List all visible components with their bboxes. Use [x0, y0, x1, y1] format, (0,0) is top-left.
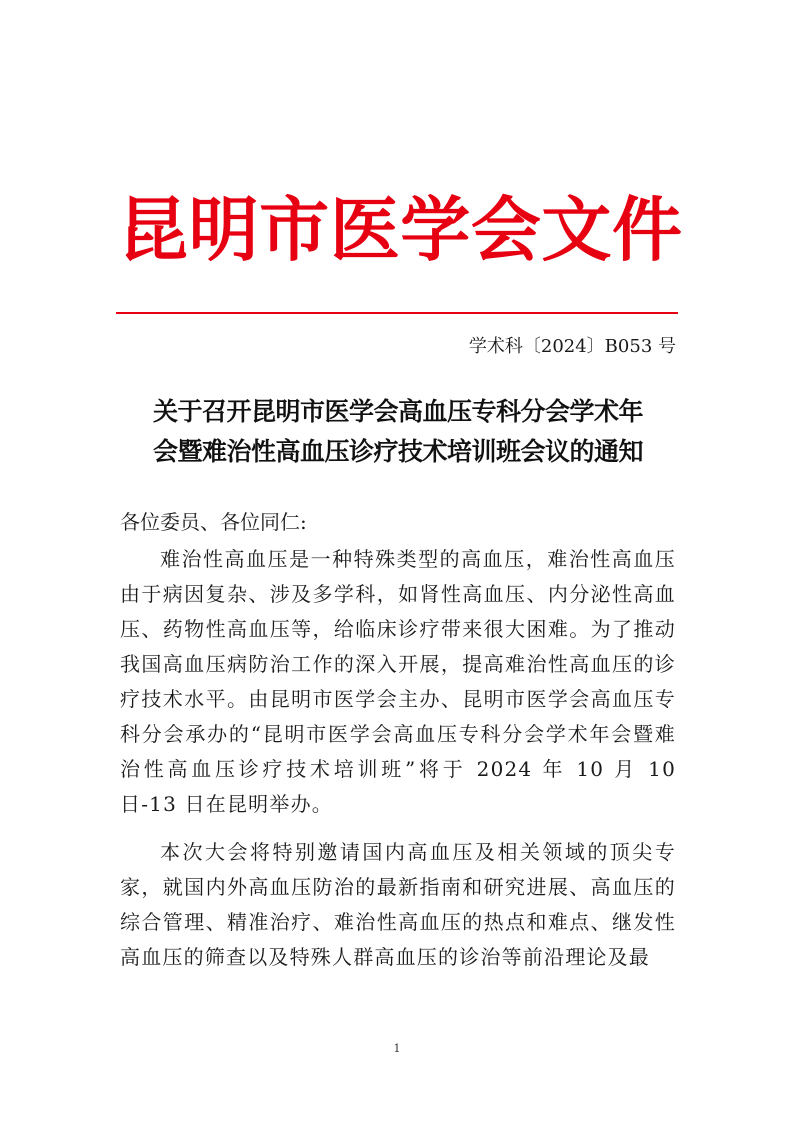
header-char: 医	[329, 189, 400, 271]
document-body	[120, 505, 676, 975]
header-char: 昆	[118, 189, 188, 271]
header-char: 会	[470, 189, 541, 271]
header-char: 市	[259, 189, 330, 271]
salutation: 各位委员、各位同仁:	[120, 510, 307, 534]
document-header-title	[118, 180, 682, 280]
header-char: 学	[400, 189, 471, 271]
header-char: 文	[541, 189, 612, 271]
document-number: 学术科〔2024〕B053 号	[468, 336, 676, 357]
header-char: 明	[188, 189, 259, 271]
page-number: 1	[393, 1042, 401, 1055]
header-divider	[116, 312, 678, 314]
notice-title	[118, 392, 678, 472]
notice-title-line: 关于召开昆明市医学会高血压专科分会学术年	[152, 397, 643, 426]
notice-title-line: 会暨难治性高血压诊疗技术培训班会议的通知	[152, 437, 643, 466]
header-char: 件	[611, 189, 682, 271]
body-paragraph: 难治性高血压是一种特殊类型的高血压，难治性高血压由于病因复杂、涉及多学科，如肾性高血压、内分泌性高血压、药物性高血压等，给临床诊疗带来很大困难。为了推动我国高血压病防治工作的深入开展，提高难治性高血压的诊疗技术水平。由昆明市医学会主办、昆明市医学会高血压专科分会承办的“昆明市医学会高血压专科分会学术年会暨难治性高血压诊疗技术培训班”将于 2024 年 10 月 10 日-13 日在昆明举办。	[120, 547, 676, 816]
body-paragraph: 本次大会将特别邀请国内高血压及相关领域的顶尖专家，就国内外高血压防治的最新指南和研究进展、高血压的综合管理、精准治疗、难治性高血压的热点和难点、继发性高血压的筛查以及特殊人群高血压的诊治等前沿理论及最	[120, 840, 676, 969]
